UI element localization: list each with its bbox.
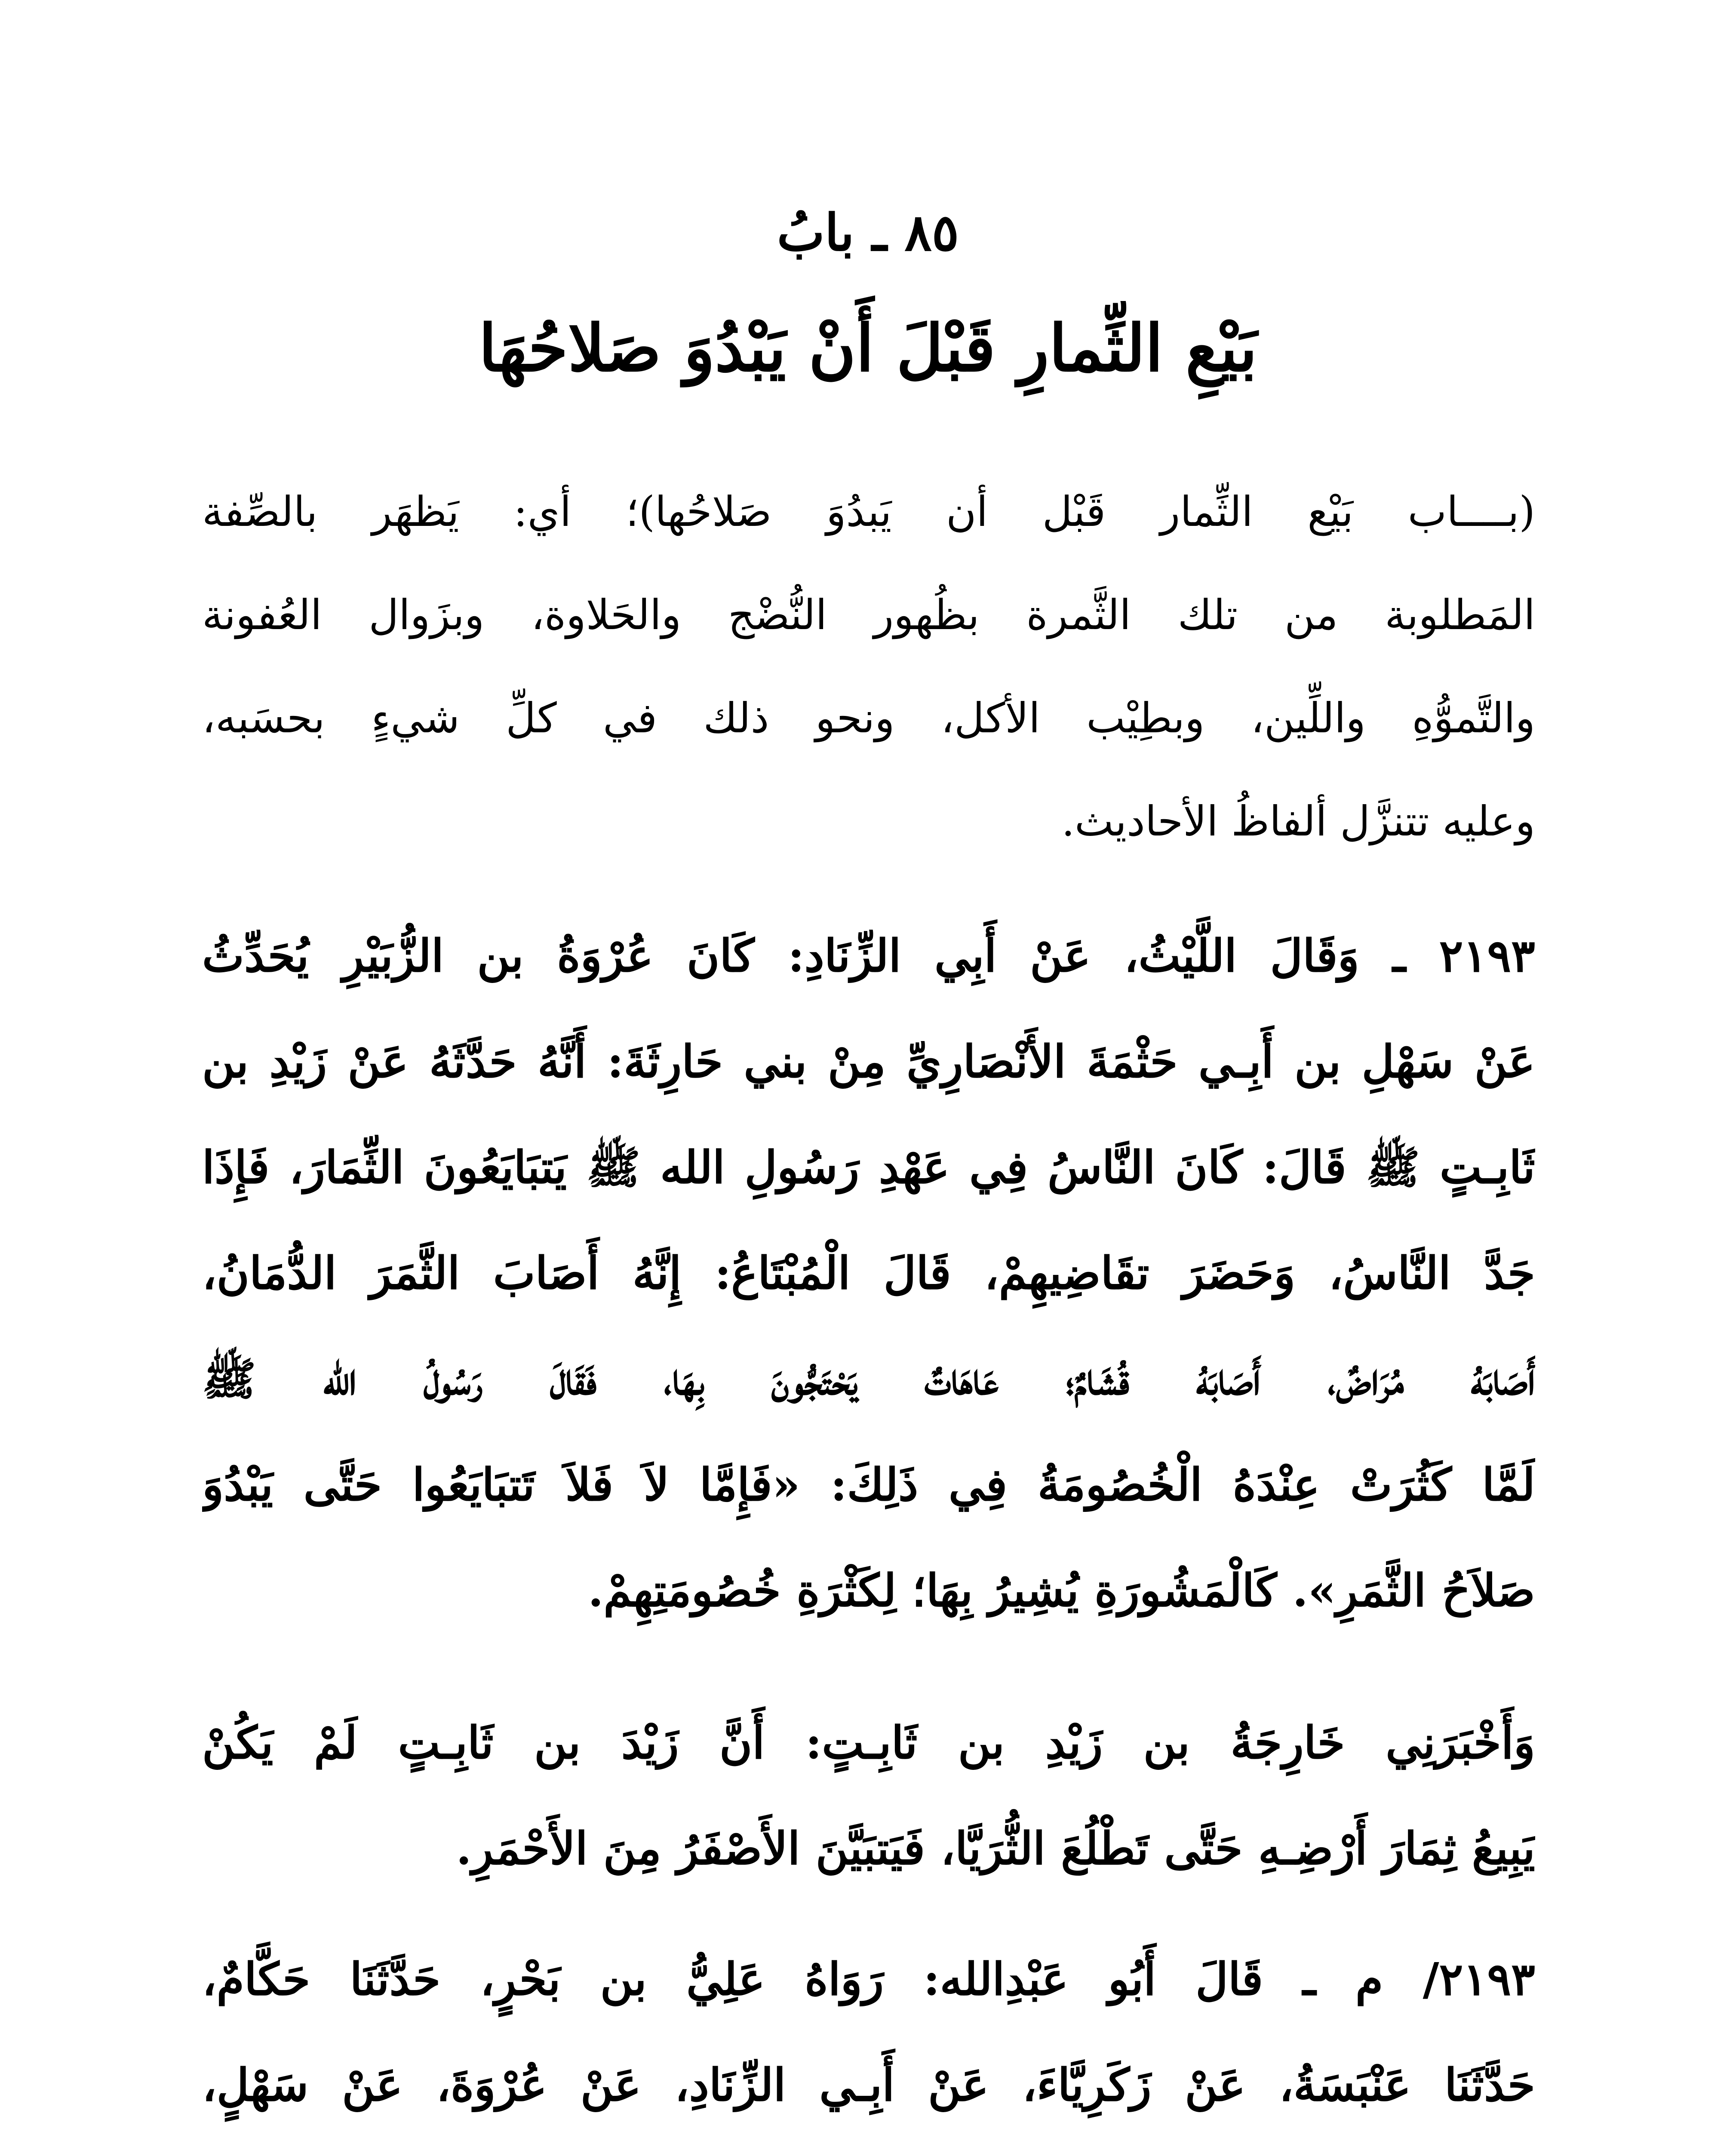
hadith-line: حَدَّثَنَا عَنْبَسَةُ، عَنْ زَكَرِيَّاءَ، عَنْ أَبِـي الزِّنَادِ، عَنْ عُرْوَةَ، عَنْ سَهْلٍ،	[202, 2058, 1535, 2111]
commentary-line: والتَّموُّهِ واللِّين، وبطِيْب الأكل، ونحو ذلك في كلِّ شيءٍ بحسَبه،	[202, 694, 1535, 742]
hadith-line: وَأَخْبَرَنِي خَارِجَةُ بن زَيْدِ بن ثَابِـتٍ: أَنَّ زَيْدَ بن ثَابِـتٍ لَمْ يَكُنْ	[202, 1716, 1535, 1769]
hadith-2193-continuation	[202, 1690, 1535, 1901]
chapter-title: بَيْعِ الثِّمارِ قَبْلَ أَنْ يَبْدُوَ صَلاحُهَا	[479, 310, 1257, 386]
hadith-line	[202, 2138, 1535, 2150]
commentary-line: وعليه تتنزَّل ألفاظُ الأحاديث.	[1061, 797, 1535, 845]
hadith-line: عَنْ سَهْلِ بن أَبِـي حَثْمَةَ الأَنْصَارِيِّ مِنْ بني حَارِثَةَ: أَنَّهُ حَدَّثَهُ عَنْ زَيْدِ بن	[202, 1035, 1535, 1088]
hadith-line: صَلاَحُ الثَّمَرِ». كَالْمَشُورَةِ يُشِيرُ بِهَا؛ لِكَثْرَةِ خُصُومَتِهِمْ.	[588, 1564, 1535, 1617]
hadith-line: أَصَابَهُ مُرَاضٌ، أَصَابَهُ قُشَامٌ؛ عَاهَاتٌ يَحْتَجُّونَ بِهَا، فَقَالَ رَسُولُ الله ﷺ	[202, 1352, 1535, 1405]
hadith-2193-m	[202, 1926, 1535, 2150]
chapter-number: ٨٥ ـ بابُ	[777, 203, 959, 262]
hadith-line: يَبِيعُ ثِمَارَ أَرْضِـهِ حَتَّى تَطْلُعَ الثُّرَيَّا، فَيَتبَيَّنَ الأَصْفَرُ مِنَ الأَحْمَرِ.	[456, 1822, 1535, 1875]
hadith-line: ٢١٩٣ ـ وَقَالَ اللَّيْثُ، عَنْ أَبِي الزِّنَادِ: كَانَ عُرْوَةُ بن الزُّبَيْرِ يُحَدِّثُ	[202, 929, 1535, 982]
commentary-line: المَطلوبة من تلك الثَّمرة بظُهور النُّضْج والحَلاوة، وبزَوال العُفونة	[202, 591, 1535, 639]
hadith-line: جَدَّ النَّاسُ، وَحَضَرَ تقَاضِيهِمْ، قَالَ الْمُبْتَاعُ: إِنَّهُ أَصَابَ الثَّمَرَ الدُّمَانُ،	[202, 1247, 1535, 1299]
hadith-line: ثَابِـتٍ ﷺ قَالَ: كَانَ النَّاسُ فِي عَهْدِ رَسُولِ الله ﷺ يَتبَايَعُونَ الثِّمَارَ، فَإِذَا	[202, 1141, 1535, 1194]
commentary-line: (بــــاب بَيْع الثِّمار قَبْل أن يَبدُوَ صَلاحُها)؛ أي: يَظهَر بالصِّفة	[202, 488, 1535, 536]
hadith-line: ٢١٩٣/ م ـ قَالَ أَبُو عَبْدِالله: رَوَاهُ عَلِيُّ بن بَحْرٍ، حَدَّثَنَا حَكَّامٌ،	[202, 1953, 1535, 2006]
hadith-line: لَمَّا كَثُرَتْ عِنْدَهُ الْخُصُومَةُ فِي ذَلِكَ: «فَإِمَّا لاَ فَلاَ تَتبَايَعُوا حَتَّى يَبْدُوَ	[202, 1458, 1535, 1511]
hadith-2193	[202, 903, 1535, 1643]
commentary-paragraph	[202, 460, 1535, 873]
